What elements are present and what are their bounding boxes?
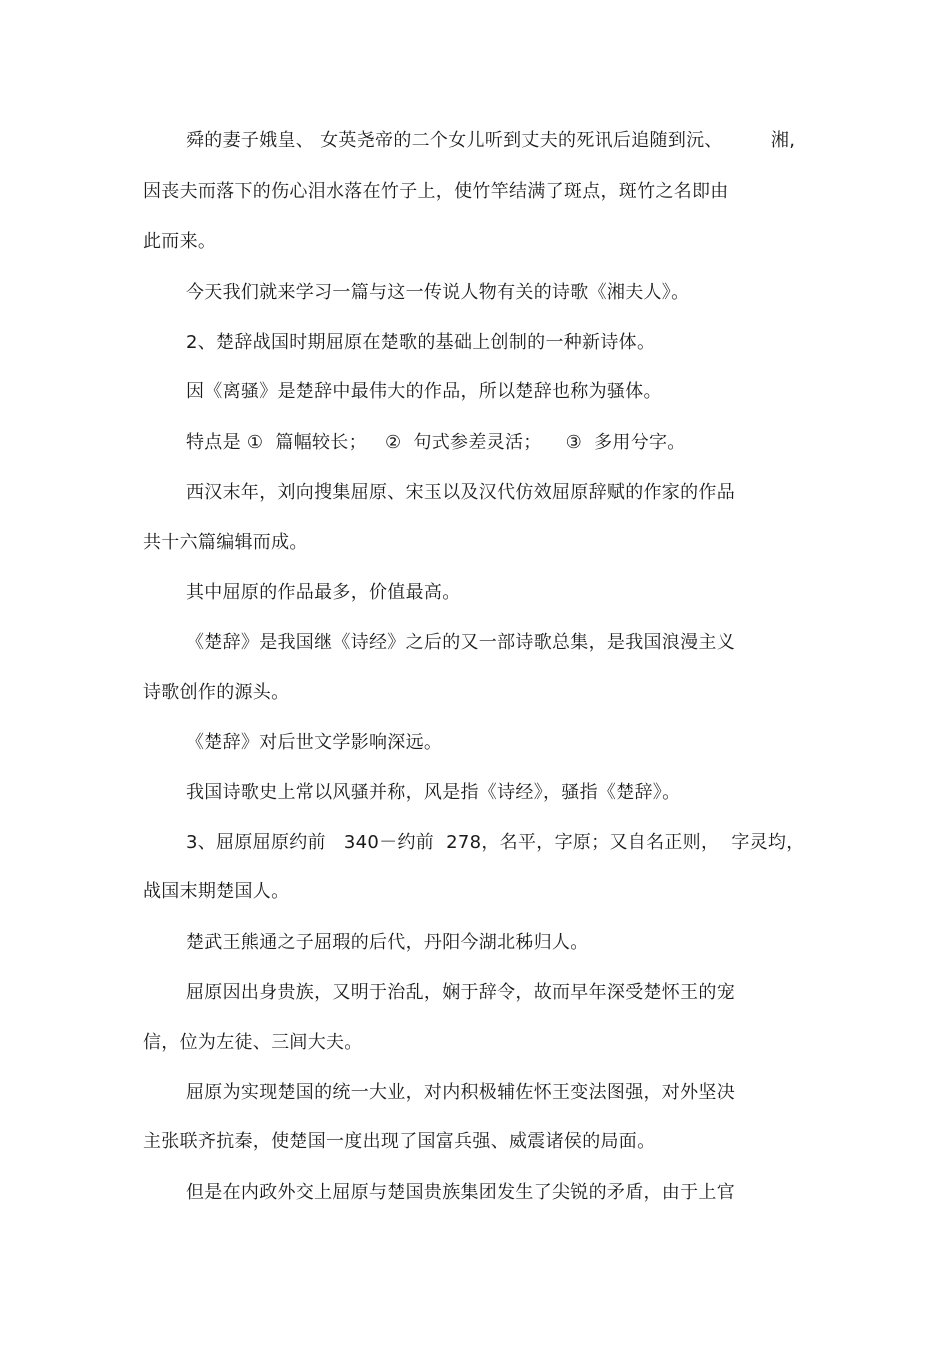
- text-line: 此而来。: [143, 231, 217, 252]
- text-line: 信，位为左徒、三闾大夫。: [143, 1032, 363, 1053]
- text-line: 因丧夫而落下的伤心泪水落在竹子上，使竹竿结满了斑点，斑竹之名即由: [143, 181, 729, 202]
- text-line: 2、楚辞战国时期屈原在楚歌的基础上创制的一种新诗体。: [186, 332, 656, 353]
- text-line: 《楚辞》是我国继《诗经》之后的又一部诗歌总集，是我国浪漫主义: [186, 632, 735, 653]
- text-line: 3、屈原屈原约前 340－约前 278，名平，字原；又自名正则， 字灵均，: [186, 832, 805, 853]
- text-line: 舜的妻子娥皇、 女英尧帝的二个女儿听到丈夫的死讯后追随到沅、 湘,: [186, 130, 796, 151]
- text-line: 其中屈原的作品最多，价值最高。: [186, 582, 461, 603]
- text-line: 特点是 ① 篇幅较长； ② 句式参差灵活； ③ 多用兮字。: [186, 432, 686, 453]
- text-line: 因《离骚》是楚辞中最伟大的作品，所以楚辞也称为骚体。: [186, 381, 662, 402]
- text-line: 《楚辞》对后世文学影响深远。: [186, 732, 443, 753]
- text-line: 我国诗歌史上常以风骚并称，风是指《诗经》，骚指《楚辞》。: [186, 782, 681, 803]
- text-line: 屈原因出身贵族，又明于治乱，娴于辞令，故而早年深受楚怀王的宠: [186, 982, 735, 1003]
- text-line: 主张联齐抗秦，使楚国一度出现了国富兵强、威震诸侯的局面。: [143, 1131, 656, 1152]
- text-line: 战国末期楚国人。: [143, 881, 290, 902]
- text-line: 今天我们就来学习一篇与这一传说人物有关的诗歌《湘夫人》。: [186, 282, 690, 303]
- text-line: 楚武王熊通之子屈瑕的后代，丹阳今湖北秭归人。: [186, 932, 589, 953]
- text-line: 屈原为实现楚国的统一大业，对内积极辅佐怀王变法图强，对外坚决: [186, 1082, 735, 1103]
- text-line: 西汉末年，刘向搜集屈原、宋玉以及汉代仿效屈原辞赋的作家的作品: [186, 482, 735, 503]
- text-line: 共十六篇编辑而成。: [143, 532, 308, 553]
- text-line: 但是在内政外交上屈原与楚国贵族集团发生了尖锐的矛盾，由于上官: [186, 1182, 735, 1203]
- text-line: 诗歌创作的源头。: [143, 682, 290, 703]
